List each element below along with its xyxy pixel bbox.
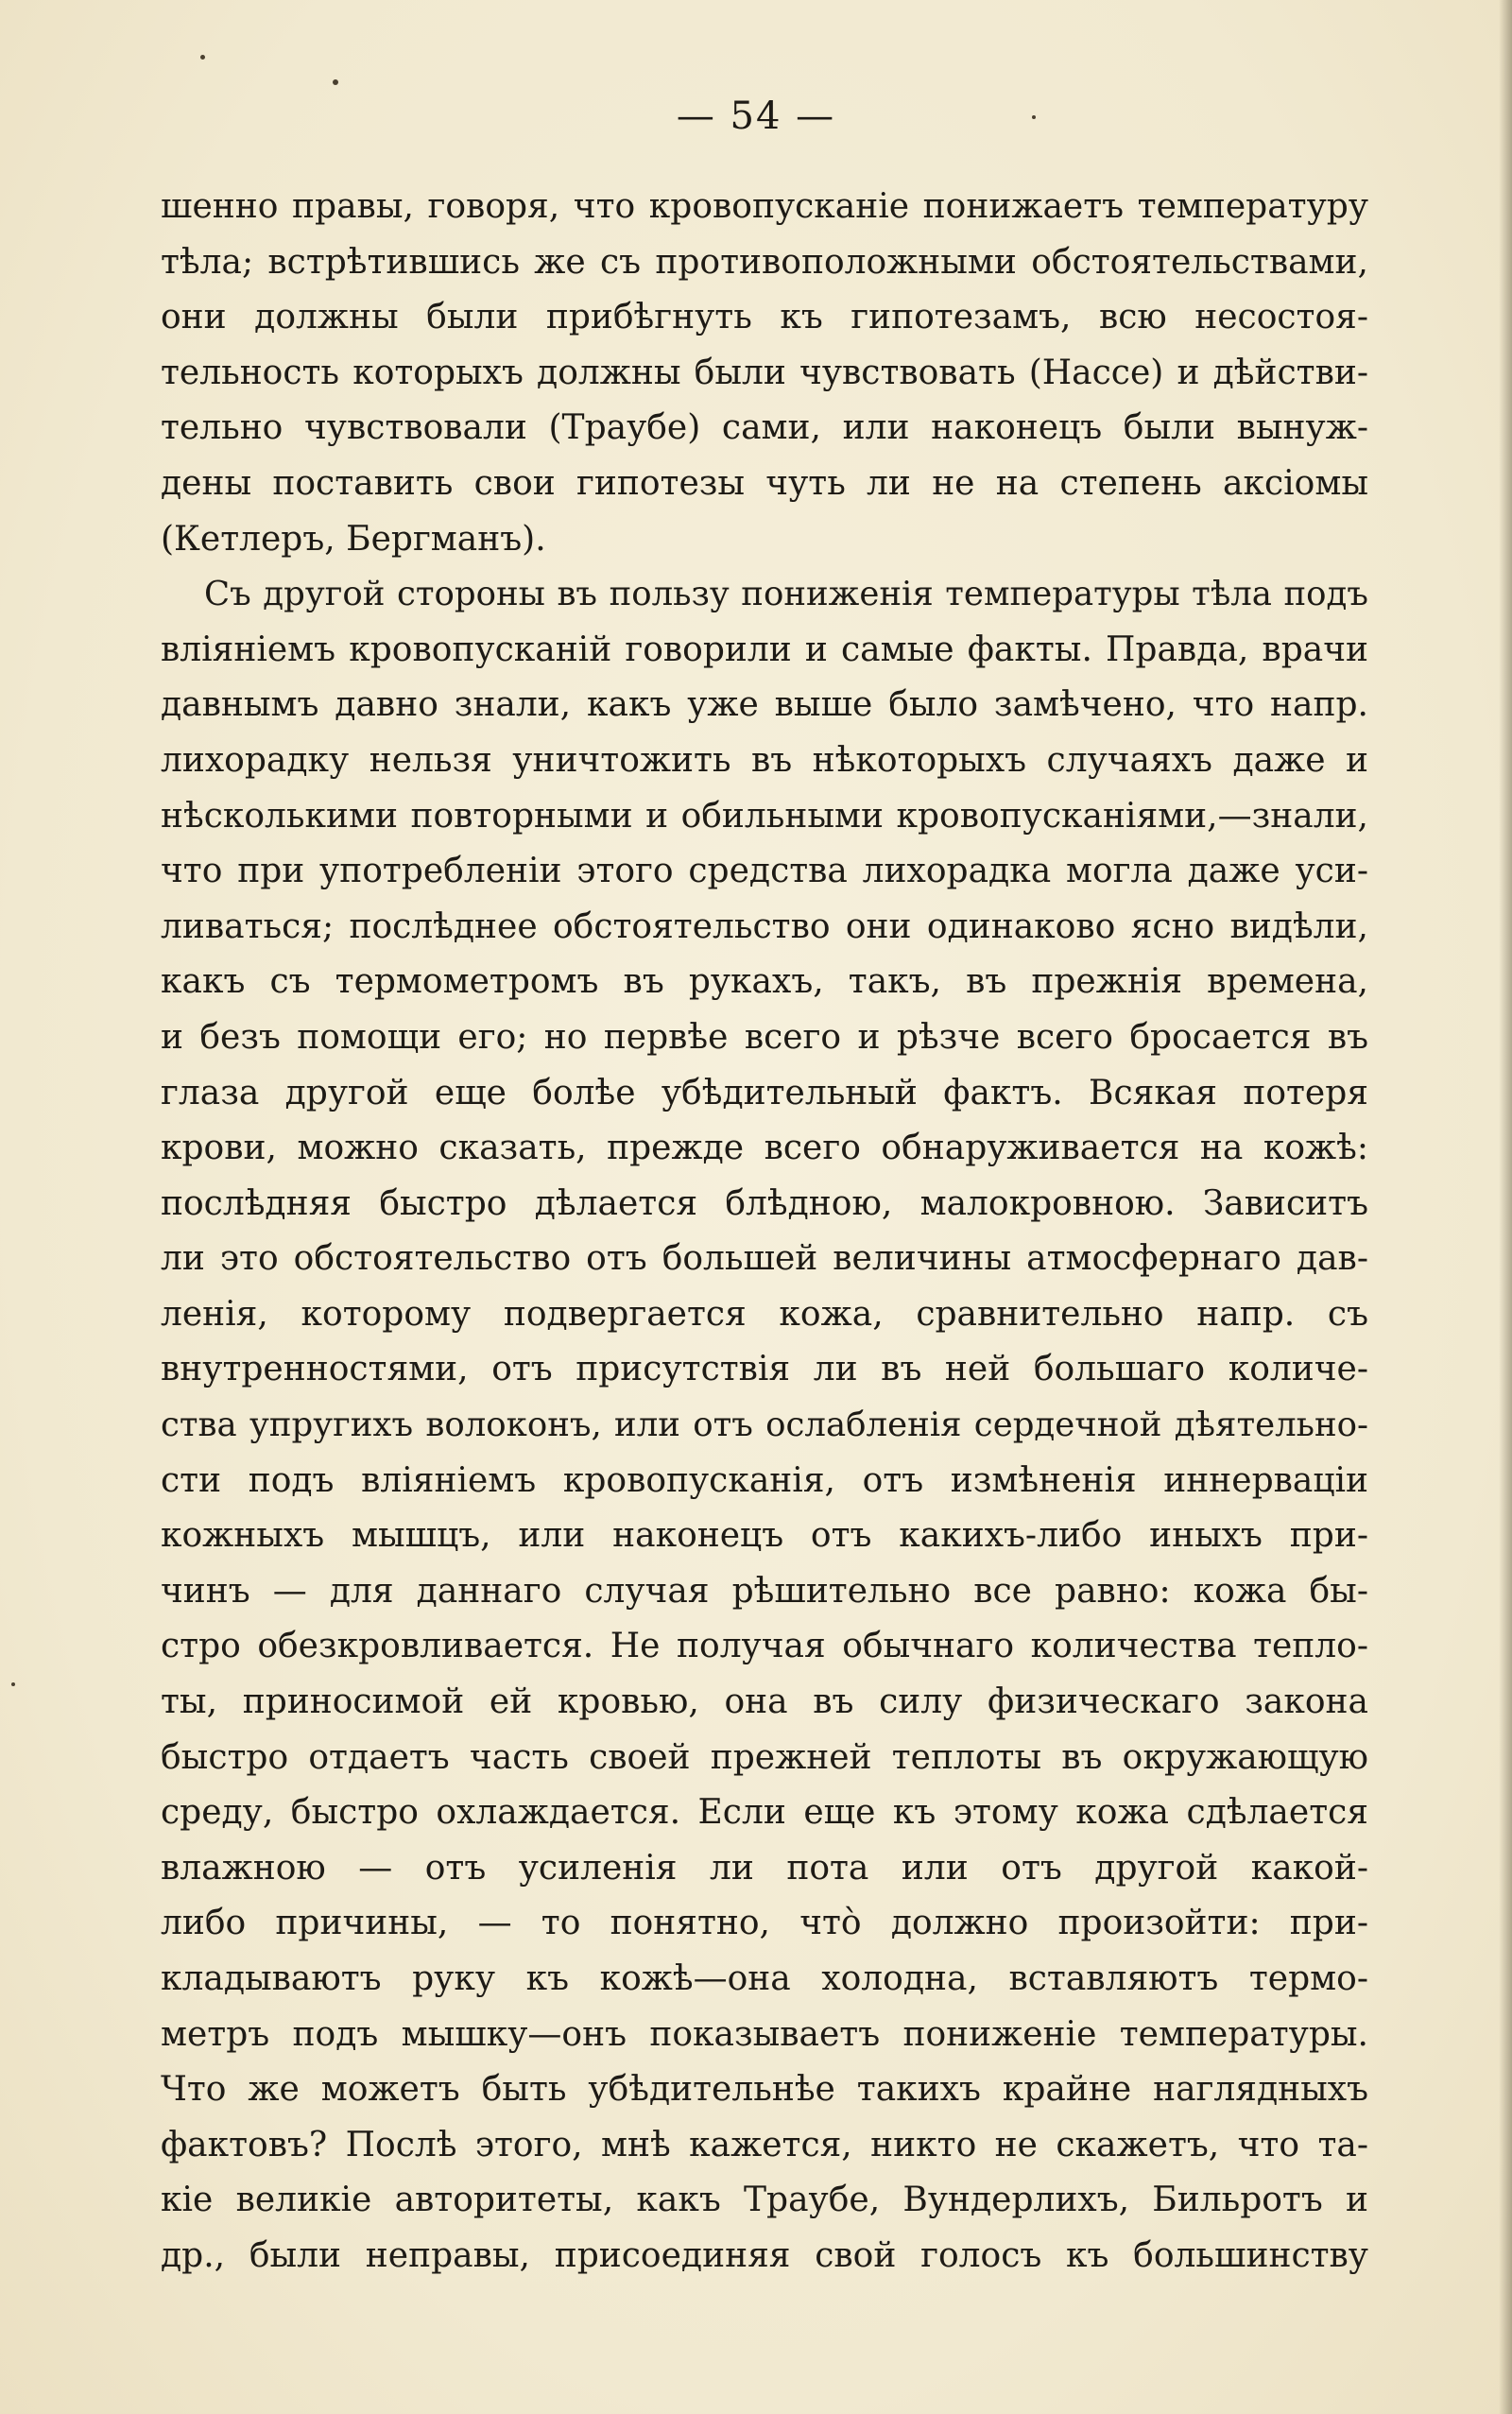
text-line: что при употребленіи этого средства лихорадка могла даже уси- bbox=[161, 852, 1368, 891]
text-line: тельно чувствовали (Траубе) сами, или наконецъ были вынуж- bbox=[161, 408, 1368, 448]
text-line: ты, приносимой ей кровью, она въ силу физическаго закона bbox=[161, 1682, 1368, 1722]
ink-speck bbox=[200, 55, 205, 60]
text-line: влажною — отъ усиленія ли пота или отъ другой какой- bbox=[161, 1848, 1368, 1888]
text-line: кожныхъ мышцъ, или наконецъ отъ какихъ-либо иныхъ при- bbox=[161, 1516, 1368, 1556]
text-line: глаза другой еще болѣе убѣдительный фактъ. Всякая потеря bbox=[161, 1073, 1368, 1112]
text-line: они должны были прибѣгнуть къ гипотезамъ, всю несостоя- bbox=[161, 298, 1368, 337]
body-text bbox=[161, 180, 1368, 2285]
text-line: нѣсколькими повторными и обильными кровопусканіями,—знали, bbox=[161, 796, 1368, 836]
text-line: шенно правы, говоря, что кровопусканіе понижаетъ температуру bbox=[161, 187, 1368, 226]
text-line: крови, можно сказать, прежде всего обнаруживается на кожѣ: bbox=[161, 1129, 1368, 1168]
text-line: кладываютъ руку къ кожѣ—она холодна, вставляютъ термо- bbox=[161, 1959, 1368, 1998]
text-line: послѣдняя быстро дѣлается блѣдною, малокровною. Зависитъ bbox=[161, 1183, 1368, 1223]
text-line: какъ съ термометромъ въ рукахъ, такъ, въ прежнія времена, bbox=[161, 962, 1368, 1002]
text-line: стро обезкровливается. Не получая обычнаго количества тепло- bbox=[161, 1627, 1368, 1666]
text-line: лихорадку нельзя уничтожить въ нѣкоторыхъ случаяхъ даже и bbox=[161, 740, 1368, 780]
text-line: среду, быстро охлаждается. Если еще къ этому кожа сдѣлается bbox=[161, 1793, 1368, 1833]
text-line: сти подъ вліяніемъ кровопусканія, отъ измѣненія иннерваціи bbox=[161, 1460, 1368, 1500]
page-edge-shadow bbox=[1499, 0, 1512, 2414]
text-line: быстро отдаетъ часть своей прежней теплоты въ окружающую bbox=[161, 1737, 1368, 1777]
text-line: чинъ — для даннаго случая рѣшительно все равно: кожа бы- bbox=[161, 1571, 1368, 1611]
text-line: кіе великіе авторитеты, какъ Траубе, Вундерлихъ, Бильротъ и bbox=[161, 2181, 1368, 2220]
paragraph-end-line: (Кетлеръ, Бергманъ). bbox=[161, 519, 546, 559]
text-line: внутренностями, отъ присутствія ли въ ней большаго количе- bbox=[161, 1350, 1368, 1389]
text-line: тельность которыхъ должны были чувствовать (Нассе) и дѣйстви- bbox=[161, 353, 1368, 392]
text-line: др., были неправы, присоединяя свой голосъ къ большинству bbox=[161, 2235, 1368, 2275]
text-line: фактовъ? Послѣ этого, мнѣ кажется, никто не скажетъ, что та- bbox=[161, 2125, 1368, 2164]
ink-speck bbox=[11, 1682, 15, 1686]
text-line: ливаться; послѣднее обстоятельство они одинаково ясно видѣли, bbox=[161, 906, 1368, 946]
text-line: вліяніемъ кровопусканій говорили и самые факты. Правда, врачи bbox=[161, 629, 1368, 669]
text-line: ли это обстоятельство отъ большей величины атмосфернаго дав- bbox=[161, 1239, 1368, 1279]
ink-speck bbox=[333, 79, 338, 85]
paragraph-start-line: Съ другой стороны въ пользу пониженія температуры тѣла подъ bbox=[204, 575, 1368, 614]
text-line: давнымъ давно знали, какъ уже выше было замѣчено, что напр. bbox=[161, 685, 1368, 725]
text-line: Что же можетъ быть убѣдительнѣе такихъ крайне наглядныхъ bbox=[161, 2070, 1368, 2110]
text-line: ства упругихъ волоконъ, или отъ ослабленія сердечной дѣятельно- bbox=[161, 1405, 1368, 1445]
text-line: тѣла; встрѣтившись же съ противоположными обстоятельствами, bbox=[161, 242, 1368, 282]
text-line: и безъ помощи его; но первѣе всего и рѣзче всего бросается въ bbox=[161, 1017, 1368, 1057]
text-line: дены поставить свои гипотезы чуть ли не на степень аксіомы bbox=[161, 463, 1368, 503]
text-line: ленія, которому подвергается кожа, сравнительно напр. съ bbox=[161, 1294, 1368, 1334]
text-line: метръ подъ мышку—онъ показываетъ пониженіе температуры. bbox=[161, 2014, 1368, 2054]
page-number: — 54 — bbox=[676, 95, 836, 138]
text-line: либо причины, — то понятно, что̀ должно произойти: при- bbox=[161, 1904, 1368, 1943]
